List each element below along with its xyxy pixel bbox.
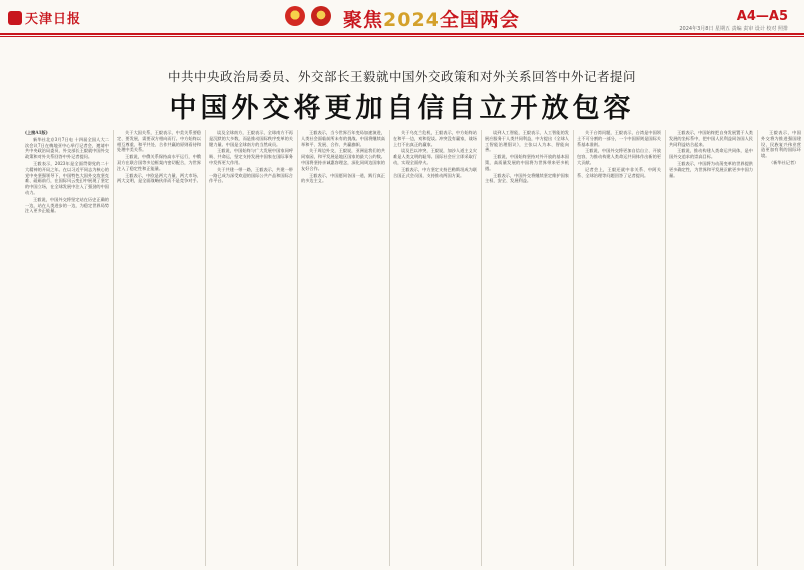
masthead-rule-thin <box>0 36 804 37</box>
column-divider <box>665 130 666 566</box>
masthead <box>0 0 804 34</box>
paragraph: 王毅表示，中国外交将继续坚定维护国家主权、安全、发展利益。 <box>485 172 569 184</box>
paragraph: （新华社记者） <box>769 159 799 165</box>
cppcc-emblem-icon <box>311 6 331 26</box>
article-column-4 <box>301 130 385 566</box>
article-column-7 <box>577 130 661 566</box>
article-column-1 <box>25 130 109 566</box>
paragraph: 王毅说，中国始终与广大发展中国家同呼吸、共命运，坚定支持发展中国家在国际事务中发挥更大作用。 <box>209 148 293 165</box>
logo-mark-icon <box>8 11 22 25</box>
paragraph: 王毅表示，中方坚定支持巴勒斯坦成为联合国正式会员国，支持推动两国方案。 <box>393 166 477 178</box>
paragraph: 关于周边外交，王毅说，亚洲是我们的共同家园，和平发展是地区国家的最大公约数。中国将坚持亲诚惠容理念，深化同周边国家的友好合作。 <box>301 148 385 171</box>
article-headline: 中国外交将更加自信自立开放包容 <box>169 93 635 124</box>
newspaper-logo <box>8 8 81 27</box>
article-column-3 <box>209 130 293 566</box>
paragraph: 谈及巴以冲突，王毅说，加沙人道主义灾难是人类文明的耻辱。国际社会应立即采取行动，实现全面停火。 <box>393 148 477 165</box>
paragraph: 王毅表示，中国外交将为推进强国建设、民族复兴伟业营造更加有利的国际环境。 <box>761 130 801 159</box>
paragraph: 王毅说，中国外交将坚定站在历史正确的一边，站在人类进步的一边，为稳定世界局势注入更多正能量。 <box>25 196 109 214</box>
paragraph: 谈及全球南方，王毅表示，全球南方不再是沉默的大多数，而是推动国际秩序变革的关键力量。中国是全球南方的当然成员。 <box>209 130 293 147</box>
paragraph: 王毅表示，中国将为动荡变革的世界提供更多确定性，为世界和平发展贡献更多中国力量。 <box>669 160 753 178</box>
section-title-year: 2024 <box>383 9 440 31</box>
article-body <box>2 130 802 566</box>
column-divider <box>481 130 482 566</box>
article-column-6 <box>485 130 569 566</box>
article-byline: (上接A1版) <box>25 130 48 135</box>
column-divider <box>757 130 758 566</box>
page-numbers: A4—A5 <box>736 9 788 24</box>
paragraph: 王毅表示，中国始终把自身发展置于人类发展的坐标系中，把中国人民利益同各国人民共同利益结合起来。 <box>669 130 753 147</box>
paragraph: 王毅说，中国始终坚持对外开放的基本国策，高质量发展的中国将为世界带来更多机遇。 <box>485 154 569 171</box>
paper-name: 天津日报 <box>25 12 82 27</box>
column-divider <box>297 130 298 566</box>
article-subhead: 中共中央政治局委员、外交部长王毅就中国外交政策和对外关系回答中外记者提问 <box>167 69 636 84</box>
paragraph: 王毅表示，中国愿同各国一道，践行真正的多边主义。 <box>301 172 385 184</box>
article-column-2 <box>117 130 201 566</box>
paragraph: 王毅表示，2023年是全面贯彻党的二十大精神的开局之年。在以习近平同志为核心的党中央坚强领导下，中国特色大国外交攻坚克难、砥砺前行，在国际风云变幻中展现了坚定的中国立场，在全球发展中注入了强劲的中国动力。 <box>25 160 109 195</box>
paragraph: 王毅说，中俄关系保持高水平运行，中俄双方在联合国等多边框架内密切配合，为世界注入了稳定性和正能量。 <box>117 154 201 171</box>
paragraph: 王毅说，推动构建人类命运共同体，是中国外交追求的崇高目标。 <box>669 148 753 160</box>
paragraph: 记者会上，王毅还就中非关系、中阿关系、全球治理等问题回答了记者提问。 <box>577 166 661 178</box>
paragraph: 王毅表示，中欧是两大力量、两大市场、两大文明，是全面战略伙伴而不是竞争对手。 <box>117 172 201 184</box>
national-emblem-icon <box>285 6 305 26</box>
paragraph: 关于台湾问题，王毅表示，台湾是中国领土不可分割的一部分，一个中国原则是国际关系基本准则。 <box>577 130 661 147</box>
article-column-8 <box>669 130 753 566</box>
paragraph: 关于乌克兰危机，王毅表示，中方始终站在和平一边，劝和促谈。冲突没有赢家，战场上打不出真正的赢家。 <box>393 130 477 147</box>
column-divider <box>205 130 206 566</box>
paragraph: 新华社北京3月7日电 十四届全国人大二次会议7日在梅地亚中心举行记者会，邀请中共中央政治局委员、外交部长王毅就中国外交政策和对外关系回答中外记者提问。 <box>25 136 109 160</box>
masthead-rule <box>0 33 804 35</box>
paragraph: 王毅表示，当今世界百年变局加速演进，人类社会面临前所未有的挑战。中国将继续高举和平、发展、合作、共赢旗帜。 <box>301 130 385 147</box>
paragraph: 关于共建一带一路，王毅表示，共建一带一路已成为深受欢迎的国际公共产品和国际合作平台。 <box>209 166 293 184</box>
article-column-9 <box>761 130 801 566</box>
dateline: 2024年3月8日 星期五 责编 责审 设计 校对 照排 <box>679 26 788 32</box>
column-divider <box>113 130 114 566</box>
column-divider <box>389 130 390 566</box>
column-divider <box>573 130 574 566</box>
paragraph: 谈到人工智能，王毅表示，人工智能的发展应服务于人类共同利益，中方提出《全球人工智能治理倡议》，主张以人为本、智能向善。 <box>485 130 569 153</box>
paragraph: 王毅说，中国外交将更加自信自立、开放包容，为推动构建人类命运共同体作出新的更大贡献。 <box>577 148 661 165</box>
section-banner <box>343 5 520 32</box>
section-title-prefix: 聚焦 <box>343 9 384 31</box>
section-title-suffix: 全国两会 <box>439 9 520 31</box>
paragraph: 关于大国关系，王毅表示，中美关系要稳定、要发展，需要双方相向而行。中方始终以相互尊重、和平共处、合作共赢的原则看待和处理中美关系。 <box>117 130 201 153</box>
article-column-5 <box>393 130 477 566</box>
